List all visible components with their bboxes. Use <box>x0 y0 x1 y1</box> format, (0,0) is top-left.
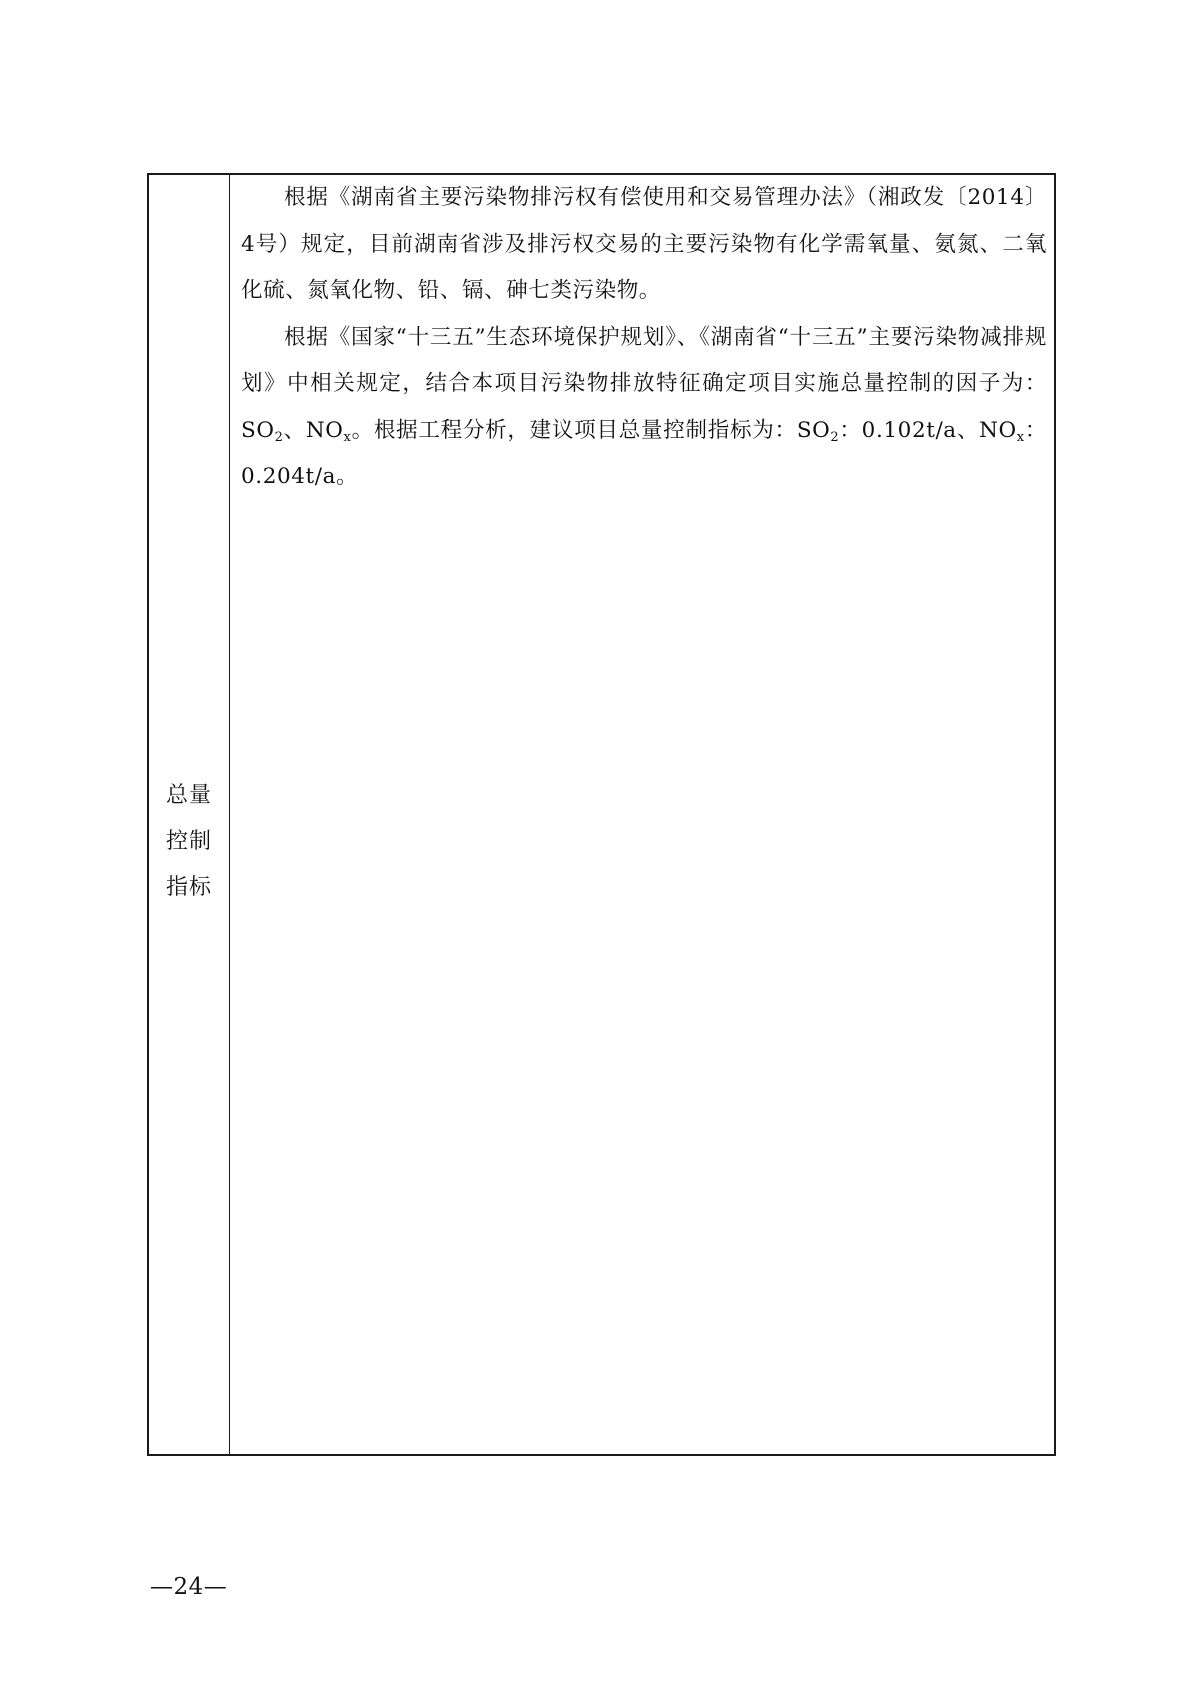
page-number: —24— <box>150 1574 228 1600</box>
row-label-cell <box>149 175 229 1454</box>
subscript: 2 <box>830 429 840 445</box>
content-cell <box>241 175 1047 501</box>
total-control-table <box>147 173 1056 1456</box>
row-label: 总量控制指标 <box>165 782 212 900</box>
paragraph-trading-regulation: 根据《湖南省主要污染物排污权有偿使用和交易管理办法》（湘政发〔2014〕4号）规定，目前湖南省涉及排污权交易的主要污染物有化学需氧量、氨氮、二氧化硫、氮氧化物、铅、镉、砷七类污染物。 <box>241 185 1047 303</box>
text-segment: ：0.204t/a。 <box>241 417 1047 489</box>
subscript: x <box>343 429 352 445</box>
text-segment: ：0.102t/a、NO <box>839 417 1017 443</box>
subscript: 2 <box>274 429 284 445</box>
paragraph-control-factors <box>241 315 1047 501</box>
column-divider <box>229 175 230 1454</box>
text-segment: 根据《国家“十三五”生态环境保护规划》、《湖南省“十三五”主要污染物减排规划》中相关规定，结合本项目污染物排放特征确定项目实施总量控制的因子为：SO <box>241 324 1047 443</box>
text-segment: 。根据工程分析，建议项目总量控制指标为：SO <box>351 417 831 443</box>
subscript: x <box>1016 429 1025 445</box>
text-segment: 、NO <box>283 417 344 443</box>
